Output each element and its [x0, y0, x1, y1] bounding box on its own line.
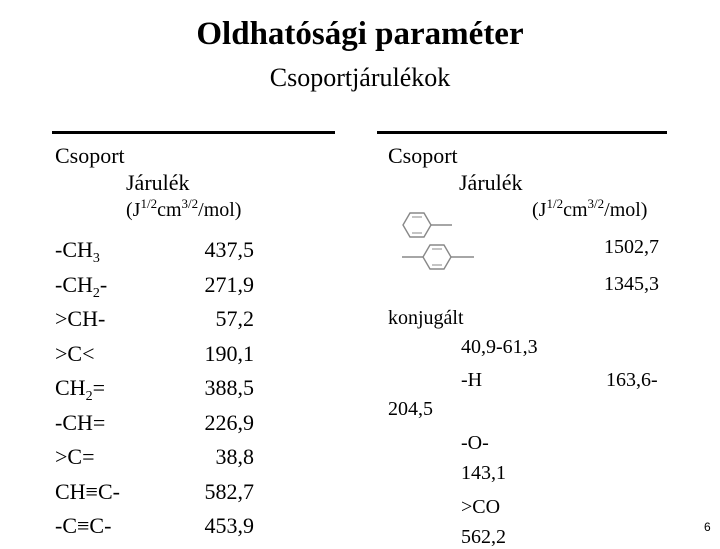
left-header-group: Csoport — [55, 143, 125, 168]
co-label: >CO — [461, 496, 501, 518]
phenylene-structure-icon — [398, 238, 498, 278]
h-label: -H — [461, 369, 483, 391]
phenylene-value: 1345,3 — [604, 273, 659, 295]
group-formula: $-CH_3$ — [55, 237, 100, 266]
group-formula: CH≡C- — [55, 479, 120, 504]
h-value-part1: 163,6- — [606, 369, 658, 391]
right-header-group: Csoport — [388, 143, 458, 168]
conjugated-value: 40,9-61,3 — [461, 336, 538, 358]
group-value: 271,9 — [204, 272, 254, 297]
co-value: 562,2 — [461, 526, 506, 548]
right-header-contrib: Járulék — [459, 170, 523, 195]
page-title: Oldhatósági paraméter — [196, 16, 524, 52]
o-value: 143,1 — [461, 462, 506, 484]
group-value: 437,5 — [204, 237, 254, 262]
group-value: 453,9 — [204, 513, 254, 538]
right-header-unit: $(J^{1/2}cm^{3/2}/mol)$ — [532, 196, 648, 221]
right-header-divider — [377, 131, 667, 134]
left-header-divider — [52, 131, 335, 134]
phenyl-value: 1502,7 — [604, 236, 659, 258]
left-header-unit: $(J^{1/2}cm^{3/2}/mol)$ — [126, 196, 242, 221]
group-value: 190,1 — [204, 341, 254, 366]
group-value: 582,7 — [204, 479, 254, 504]
group-formula: -CH= — [55, 410, 106, 435]
group-value: 226,9 — [204, 410, 254, 435]
group-formula: >CH- — [55, 306, 106, 331]
group-formula: $-CH_2-$ — [55, 272, 108, 301]
h-value-part2: 204,5 — [388, 398, 433, 420]
group-value: 38,8 — [215, 444, 254, 469]
left-header-contrib: Járulék — [126, 170, 190, 195]
group-value: 388,5 — [204, 375, 254, 400]
group-formula: >C< — [55, 341, 95, 366]
conjugated-label: konjugált — [388, 307, 464, 329]
group-formula: >C= — [55, 444, 95, 469]
page-subtitle: Csoportjárulékok — [269, 63, 451, 92]
page-number: 6 — [704, 520, 711, 534]
group-formula: -C≡C- — [55, 513, 112, 538]
group-value: 57,2 — [215, 306, 254, 331]
group-formula: $CH_2=$ — [55, 375, 105, 404]
o-label: -O- — [461, 432, 489, 454]
